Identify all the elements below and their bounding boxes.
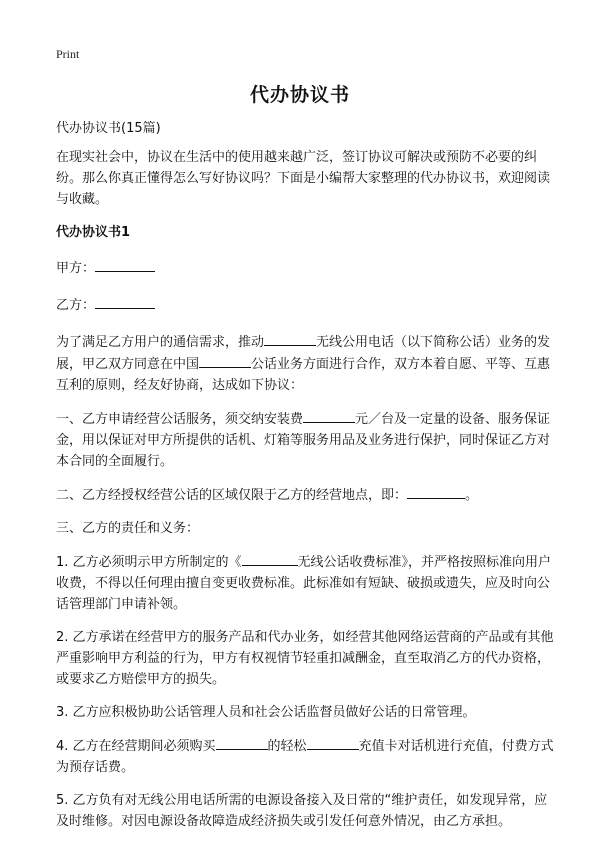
clause-2-text-2: 。 bbox=[465, 488, 479, 503]
blank-field bbox=[95, 257, 155, 272]
page-title: 代办协议书 bbox=[249, 84, 350, 106]
section-heading: 代办协议书1 bbox=[56, 225, 131, 240]
clause-1-paragraph bbox=[56, 408, 556, 472]
blank-field bbox=[95, 294, 155, 309]
blank-field bbox=[307, 735, 359, 750]
item-1-text-1: 1. 乙方必须明示甲方所制定的《 bbox=[56, 555, 242, 570]
clause-1-text-2: 元／台及一定量的设备、服务保证金，用以保证对甲方所提供的话机、灯箱等服务用品及业务进行保护，同时保证乙方对本合同的全面履行。 bbox=[56, 412, 551, 469]
preamble-text-2: 无线公用电话（以下简称公话）业务的发展，甲乙双方同意在中国 bbox=[56, 335, 551, 372]
clause-3-heading: 三、乙方的责任和义务： bbox=[56, 521, 200, 536]
clause-2-text-1: 二、乙方经授权经营公话的区域仅限于乙方的经营地点，即： bbox=[56, 488, 408, 503]
blank-field bbox=[242, 551, 298, 566]
item-2-paragraph: 2. 乙方承诺在经营甲方的服务产品和代办业务，如经营其他网络运营商的产品或有其他严重影响甲方利益的行为，甲方有权视情节轻重扣减酬金，直至取消乙方的代办资格，或要求乙方赔偿甲方的损失。 bbox=[56, 630, 554, 687]
clause-1-text-1: 一、乙方申请经营公话服务，须交纳安装费 bbox=[56, 412, 304, 427]
item-3-paragraph: 3. 乙方应积极协助公话管理人员和社会公话监督员做好公话的日常管理。 bbox=[56, 705, 476, 720]
party-b-line bbox=[56, 294, 556, 316]
document-subtitle: 代办协议书(15篇) bbox=[56, 121, 161, 136]
blank-field bbox=[264, 331, 316, 346]
item-1-text-2: 无线公话收费标准》，并严格按照标准向用户收费，不得以任何理由擅自变更收费标准。此标准如有短缺、破损或遗失，应及时向公话管理部门申请补领。 bbox=[56, 555, 552, 612]
intro-paragraph: 在现实社会中，协议在生活中的使用越来越广泛，签订协议可解决或预防不必要的纠纷。那么你真正懂得怎么写好协议吗？下面是小编帮大家整理的代办协议书，欢迎阅读与收藏。 bbox=[56, 150, 551, 207]
preamble-paragraph bbox=[56, 331, 556, 396]
item-5-paragraph: 5. 乙方负有对无线公用电话所需的电源设备接入及日常的“维护责任，如发现异常，应及时维修。对因电源设备故障造成经济损失或引发任何意外情况，由乙方承担。 bbox=[56, 793, 548, 829]
blank-field bbox=[199, 353, 251, 368]
preamble-text-1: 为了满足乙方用户的通信需求，推动 bbox=[56, 335, 265, 350]
party-b-label: 乙方： bbox=[56, 298, 96, 313]
clause-2-paragraph bbox=[56, 484, 556, 506]
preamble-text-3: 公话业务方面进行合作，双方本着自愿、平等、互惠互利的原则，经友好协商，达成如下协议： bbox=[56, 357, 551, 393]
item-4-text-3: 充值卡对话机进行充值，付费方式为预存话费。 bbox=[56, 739, 554, 775]
blank-field bbox=[216, 735, 268, 750]
item-4-text-1: 4. 乙方在经营期间必须购买 bbox=[56, 739, 216, 754]
document-body bbox=[56, 118, 556, 844]
blank-field bbox=[407, 484, 465, 499]
party-a-line bbox=[56, 257, 556, 279]
print-label: Print bbox=[56, 47, 80, 61]
item-4-paragraph bbox=[56, 735, 556, 778]
blank-field bbox=[303, 408, 355, 423]
party-a-label: 甲方： bbox=[56, 261, 96, 276]
item-1-paragraph bbox=[56, 551, 556, 615]
item-4-text-2: 的轻松 bbox=[267, 739, 307, 754]
